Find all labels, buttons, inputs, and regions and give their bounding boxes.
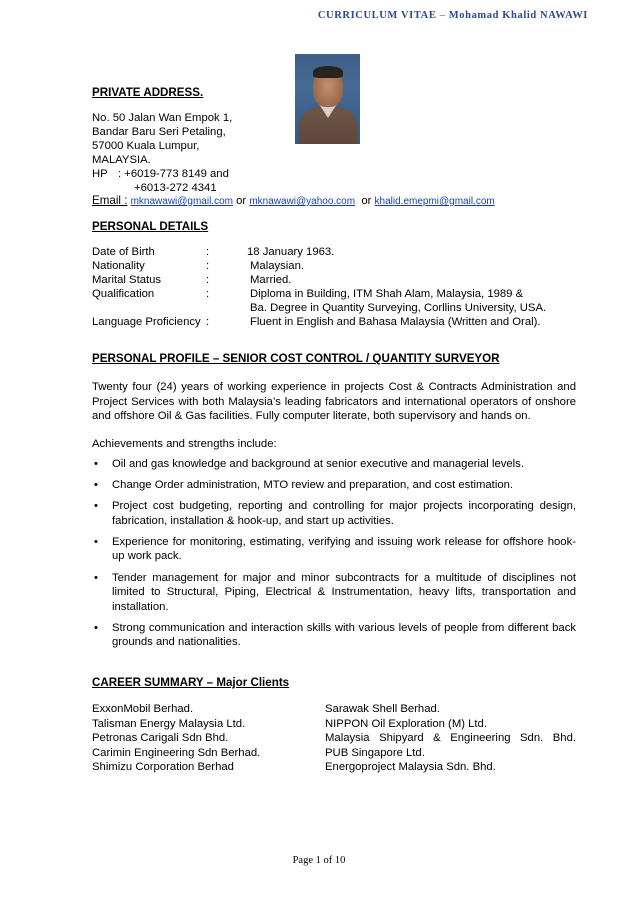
detail-value: 18 January 1963.	[247, 246, 335, 258]
or-text-1: or	[236, 195, 247, 207]
page-number: Page 1 of 10	[292, 855, 346, 866]
or-text-2: or	[361, 195, 372, 207]
address-line-4: MALAYSIA.	[92, 154, 151, 166]
detail-sep: :	[206, 274, 210, 286]
clients-left-column	[92, 702, 352, 775]
hp-line-1	[92, 168, 229, 180]
hp-number-2: +6013-272 4341	[134, 182, 217, 194]
detail-value: Malaysian.	[250, 260, 304, 272]
address-line-2: Bandar Baru Seri Petaling,	[92, 126, 226, 138]
client-item: Energoproject Malaysia Sdn. Bhd.	[325, 761, 496, 774]
email-link-yahoo[interactable]: mknawawi@yahoo.com	[249, 196, 356, 207]
list-item: • Change Order administration, MTO review and preparation, and cost estimation.	[94, 479, 514, 492]
profile-heading: PERSONAL PROFILE – SENIOR COST CONTROL / QUANTITY SURVEYOR	[92, 352, 500, 365]
bullet-icon: •	[94, 479, 98, 492]
running-header	[318, 10, 588, 21]
detail-sep: :	[206, 246, 210, 258]
detail-sep: :	[206, 260, 210, 272]
list-item: • Tender management for major and minor subcontracts for a multitude of disciplines not limited to Structural, Piping, Electrical & Instrumentation, heavy lifts, transportation and installation.	[94, 571, 576, 613]
detail-value: Ba. Degree in Quantity Surveying, Corllins University, USA.	[250, 302, 547, 314]
detail-sep: :	[206, 288, 210, 300]
achievements-list	[92, 457, 576, 657]
header-dash: –	[439, 10, 446, 21]
email-line	[92, 194, 495, 207]
detail-value: Fluent in English and Bahasa Malaysia (Written and Oral).	[250, 316, 541, 328]
achievements-label: Achievements and strengths include:	[92, 438, 277, 450]
client-item: Petronas Carigali Sdn Bhd.	[92, 732, 229, 745]
bullet-icon: •	[94, 571, 98, 584]
personal-heading: PERSONAL DETAILS	[92, 220, 209, 233]
email-link-gmail[interactable]: mknawawi@gmail.com	[130, 196, 233, 207]
detail-row-language	[92, 316, 592, 330]
client-item: NIPPON Oil Exploration (M) Ltd.	[325, 717, 487, 730]
detail-label: Nationality	[92, 260, 145, 272]
list-item: • Oil and gas knowledge and background at senior executive and managerial levels.	[94, 458, 524, 470]
detail-label: Qualification	[92, 288, 155, 300]
hp-number-1: : +6019-773 8149 and	[118, 168, 229, 180]
profile-photo	[295, 54, 360, 144]
address-line-3: 57000 Kuala Lumpur,	[92, 140, 200, 152]
profile-intro: Twenty four (24) years of working experience in projects Cost & Contracts Administration and Project Services with both Malaysia’s leading fabricators and international operators of onshore and offshore Oil & Gas facilities. Fully computer literate, both supervisory and hands on.	[92, 381, 576, 423]
email-link-emepmi[interactable]: khalid.emepmi@gmail.com	[374, 196, 495, 207]
client-item: Sarawak Shell Berhad.	[325, 703, 440, 715]
detail-row-nationality	[92, 260, 592, 274]
detail-value: Diploma in Building, ITM Shah Alam, Malaysia, 1989 &	[250, 288, 524, 300]
detail-label: Marital Status	[92, 274, 162, 286]
detail-sep: :	[206, 316, 210, 328]
bullet-icon: •	[94, 621, 98, 634]
client-item: Malaysia Shipyard & Engineering Sdn. Bhd.	[325, 732, 576, 745]
email-label: Email :	[92, 194, 128, 207]
career-heading: CAREER SUMMARY – Major Clients	[92, 676, 290, 689]
list-item: • Project cost budgeting, reporting and controlling for major projects incorporating design, fabrication, installation & hook-up, and start up activities.	[94, 500, 576, 527]
client-item: Talisman Energy Malaysia Ltd.	[92, 717, 246, 730]
header-name: Mohamad Khalid NAWAWI	[448, 10, 588, 21]
detail-label: Date of Birth	[92, 246, 155, 258]
hp-label: HP	[92, 168, 108, 180]
bullet-icon: •	[94, 500, 98, 513]
detail-value: Married.	[250, 274, 292, 286]
client-item: Carimin Engineering Sdn Berhad.	[92, 746, 261, 759]
clients-right-column	[325, 702, 576, 775]
detail-row-qualification-2	[92, 302, 592, 316]
detail-row-qualification	[92, 288, 592, 302]
detail-row-marital	[92, 274, 592, 288]
cv-label: CURRICULUM VITAE	[317, 10, 437, 21]
detail-row-dob	[92, 246, 592, 260]
bullet-icon: •	[94, 458, 98, 470]
address-line-1: No. 50 Jalan Wan Empok 1,	[92, 112, 233, 124]
address-heading: PRIVATE ADDRESS.	[92, 86, 204, 99]
detail-label: Language Proficiency	[92, 316, 201, 328]
client-item: ExxonMobil Berhad.	[92, 703, 194, 715]
bullet-icon: •	[94, 535, 98, 548]
list-item: • Experience for monitoring, estimating, verifying and issuing work release for offshore hook-up work pack.	[94, 535, 576, 563]
list-item: • Strong communication and interaction skills with various levels of people from different back grounds and nationalities.	[94, 621, 576, 649]
client-item: PUB Singapore Ltd.	[325, 746, 425, 759]
client-item: Shimizu Corporation Berhad	[92, 761, 234, 774]
